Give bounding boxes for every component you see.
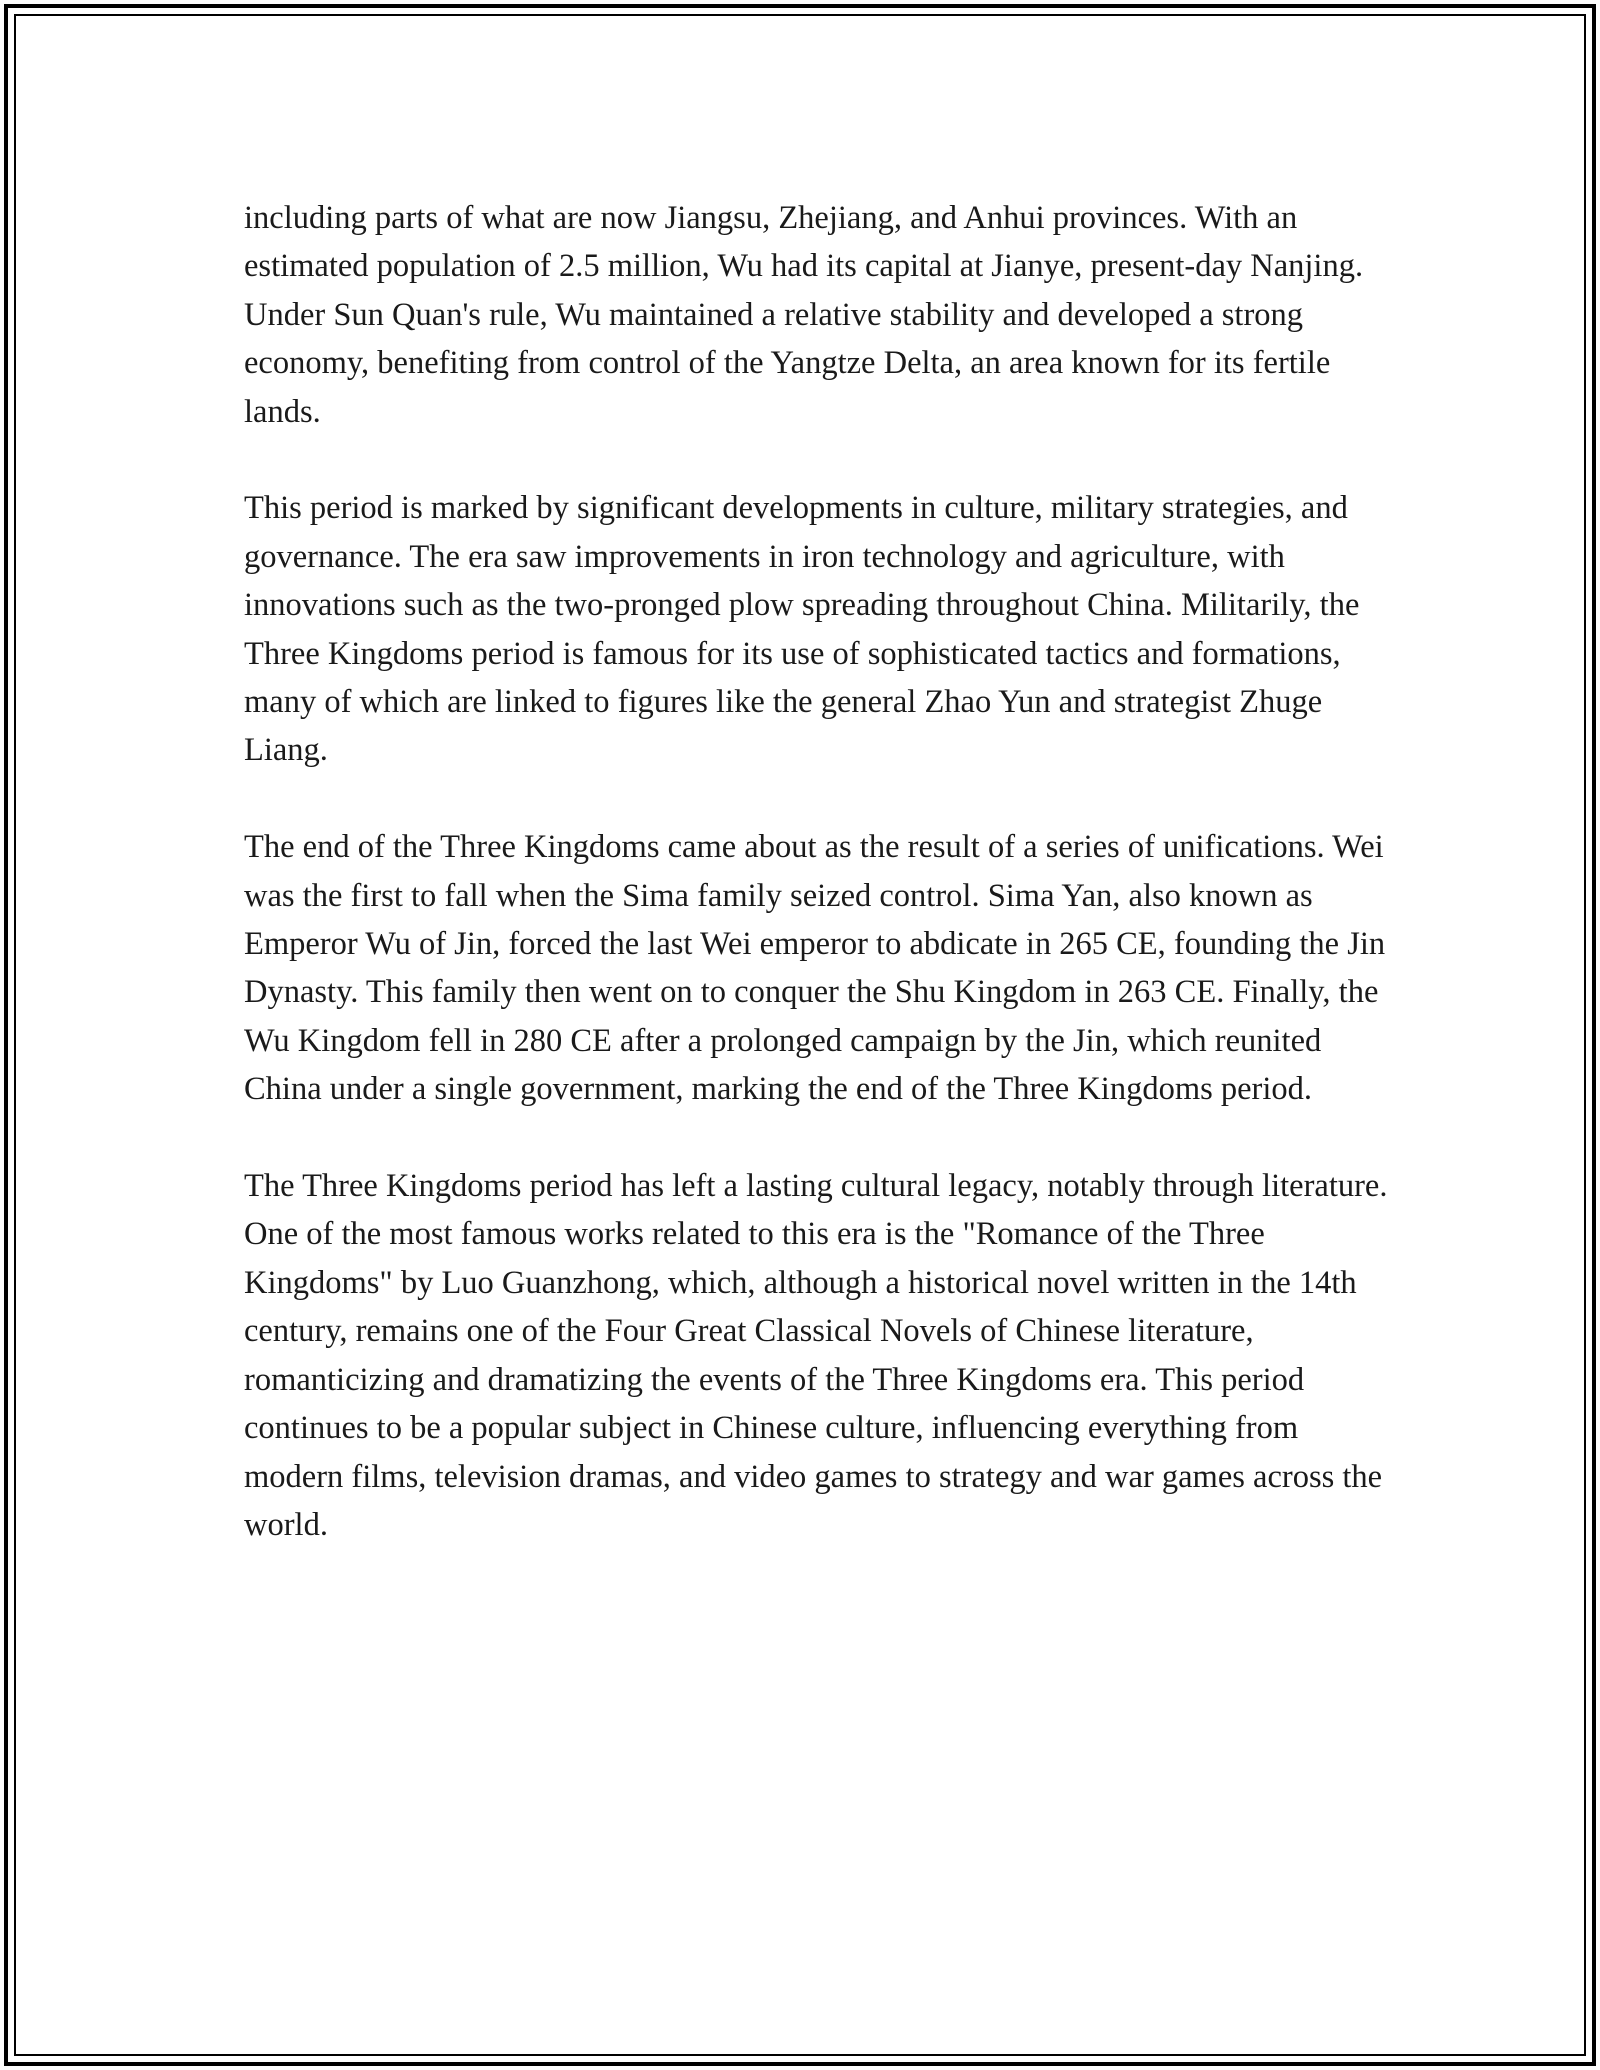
paragraph-cultural-legacy: The Three Kingdoms period has left a lasting cultural legacy, notably through literature. One of the most famous works related to this era is the "Romance of the Three Kingdoms" by Luo Guanzhong, which, although a historical novel written in the 14th century, remains one of the Four Great Classical Novels of Chinese literature, romanticizing and dramatizing the events of the Three Kingdoms era. This period continues to be a popular subject in Chinese culture, influencing everything from modern films, television dramas, and video games to strategy and war games across the world.	[244, 1168, 1388, 1543]
page-frame	[4, 4, 1596, 2066]
paragraph-developments: This period is marked by significant developments in culture, military strategies, and governance. The era saw improvements in iron technology and agriculture, with innovations such as the two-pronged plow spreading throughout China. Militarily, the Three Kingdoms period is famous for its use of sophisticated tactics and formations, many of which are linked to figures like the general Zhao Yun and strategist Zhuge Liang.	[244, 490, 1360, 769]
paragraph-wu-kingdom: including parts of what are now Jiangsu, Zhejiang, and Anhui provinces. With an estimated population of 2.5 million, Wu had its capital at Jianye, present-day Nanjing. Under Sun Quan's rule, Wu maintained a relative stability and developed a strong economy, benefiting from control of the Yangtze Delta, an area known for its fertile lands.	[244, 200, 1364, 430]
document-body	[244, 194, 1394, 1549]
paragraph-end-of-kingdoms: The end of the Three Kingdoms came about as the result of a series of unifications. Wei was the first to fall when the Sima family seized control. Sima Yan, also known as Emperor Wu of Jin, forced the last Wei emperor to abdicate in 265 CE, founding the Jin Dynasty. This family then went on to conquer the Shu Kingdom in 263 CE. Finally, the Wu Kingdom fell in 280 CE after a prolonged campaign by the Jin, which reunited China under a single government, marking the end of the Three Kingdoms period.	[244, 829, 1386, 1108]
